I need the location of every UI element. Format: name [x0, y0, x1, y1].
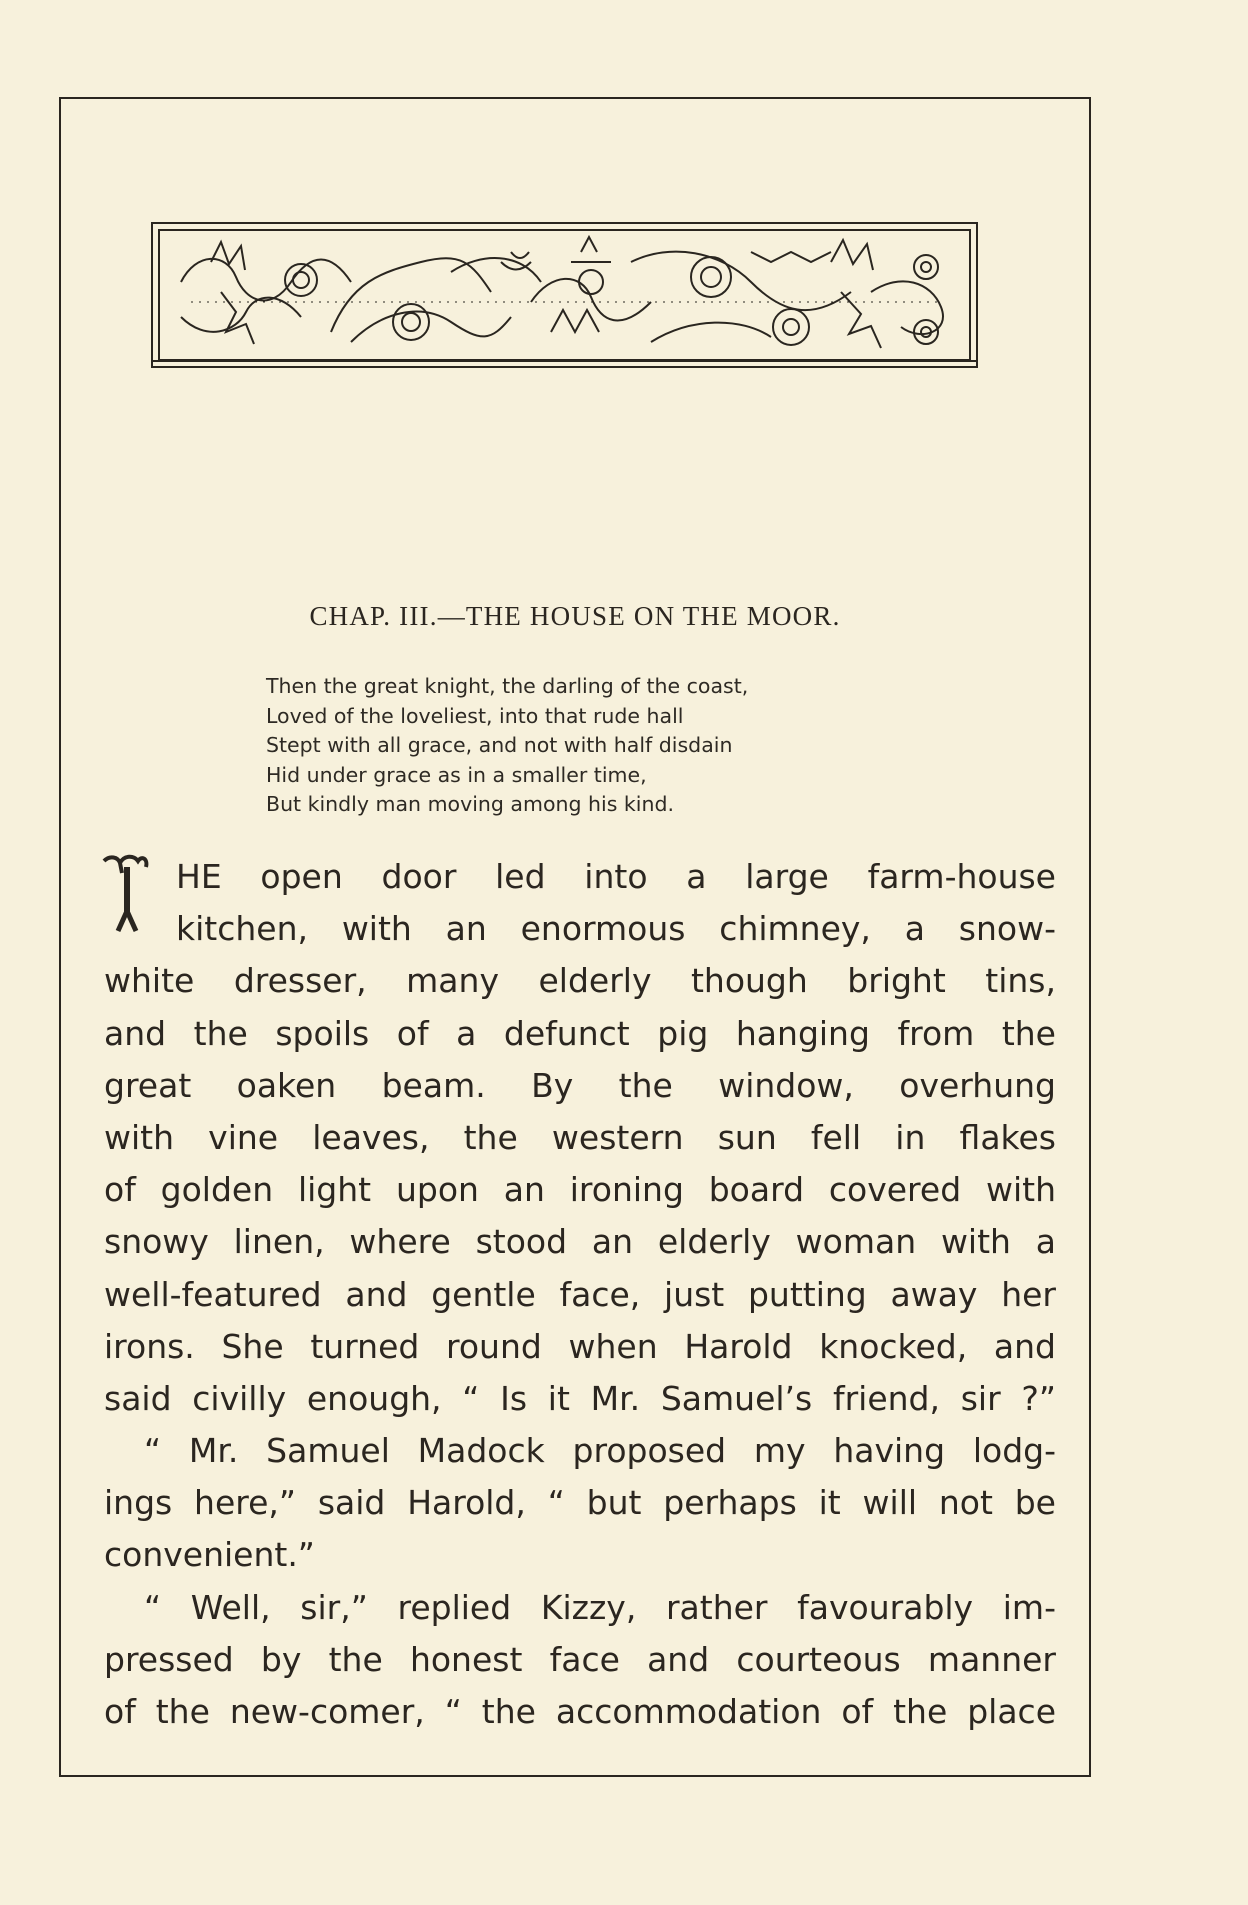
body-line-text: ings here,” said Harold, “ but perhaps it will not be: [104, 1483, 1056, 1523]
body-line-text: “ Mr. Samuel Madock proposed my having lodg-: [144, 1431, 1056, 1471]
body-line-text: with vine leaves, the western sun fell in flakes: [104, 1117, 1056, 1157]
body-line: [104, 1269, 1056, 1321]
body-line-text: pressed by the honest face and courteous manner: [104, 1639, 1056, 1679]
body-line-text: white dresser, many elderly though bright tins,: [104, 961, 1056, 1001]
epigraph-line: Then the great knight, the darling of the coast,: [266, 674, 749, 698]
body-line: [104, 1686, 1056, 1738]
epigraph-line: Loved of the loveliest, into that rude hall: [266, 703, 684, 728]
body-line-text: HE open door led into a large farm-house: [176, 857, 1056, 896]
body-line-text: of the new-comer, “ the accommodation of the place: [104, 1692, 1056, 1731]
body-line-text: snowy linen, where stood an elderly woman with a: [104, 1222, 1056, 1262]
body-line-text: “ Well, sir,” replied Kizzy, rather favourably im-: [144, 1587, 1056, 1627]
body-line-text: convenient.”: [104, 1535, 315, 1575]
body-line: [104, 903, 1056, 955]
epigraph: [266, 672, 966, 820]
epigraph-line: Hid under grace as in a smaller time,: [266, 762, 647, 787]
body-line-text: well-featured and gentle face, just putting away her: [104, 1274, 1056, 1314]
body-line: [104, 1060, 1056, 1112]
chapter-title: CHAP. III.—THE HOUSE ON THE MOOR.: [309, 601, 841, 631]
body-line: [104, 1008, 1056, 1060]
body-line: [104, 1529, 1056, 1581]
body-line-text: said civilly enough, “ Is it Mr. Samuel’s friend, sir ?”: [104, 1378, 1056, 1418]
body-line: [104, 1477, 1056, 1529]
body-line-text: great oaken beam. By the window, overhung: [104, 1065, 1056, 1105]
body-line: [104, 1425, 1056, 1477]
body-line-text: of golden light upon an ironing board covered with: [104, 1170, 1056, 1210]
body-line: [104, 1216, 1056, 1268]
body-line: [104, 1321, 1056, 1373]
body-line: [104, 1112, 1056, 1164]
body-line-text: kitchen, with an enormous chimney, a snow-: [176, 909, 1056, 949]
body-line-text: and the spoils of a defunct pig hanging from the: [104, 1013, 1056, 1053]
body-text: [104, 851, 1056, 1738]
body-line: [104, 851, 1056, 903]
epigraph-line: Stept with all grace, and not with half disdain: [266, 733, 733, 757]
body-line: [104, 955, 1056, 1007]
epigraph-line: But kindly man moving among his kind.: [266, 792, 674, 816]
body-line: [104, 1582, 1056, 1634]
body-line: [104, 1373, 1056, 1425]
body-line: [104, 1634, 1056, 1686]
body-line: [104, 1164, 1056, 1216]
body-line-text: irons. She turned round when Harold knocked, and: [104, 1326, 1056, 1366]
decorative-headpiece-ornament: [151, 222, 978, 368]
